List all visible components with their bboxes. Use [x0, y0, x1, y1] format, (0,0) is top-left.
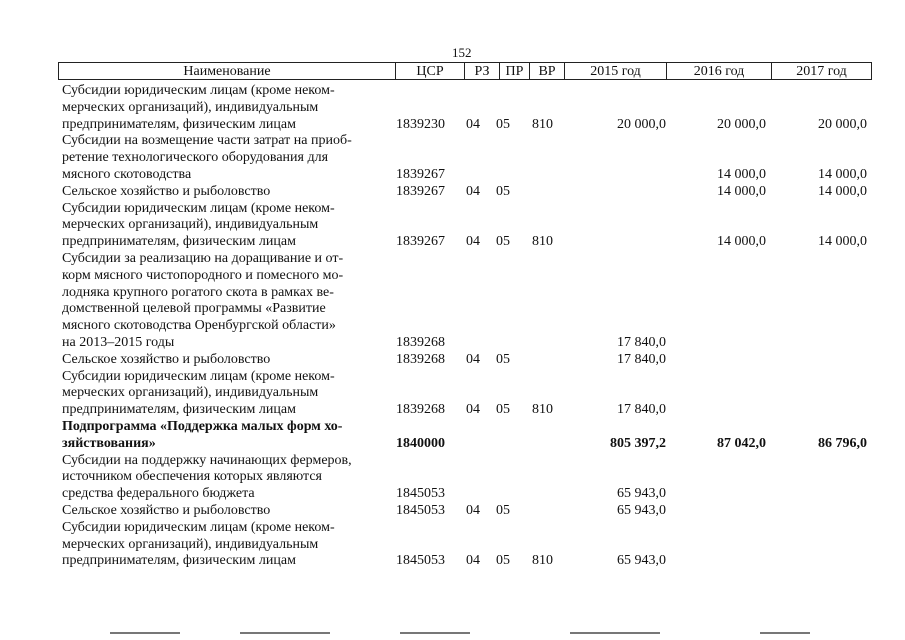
row-code: 1840000 [396, 435, 445, 451]
row-name-line: Субсидии на возмещение части затрат на приоб- [62, 133, 352, 149]
row-name-line: мерческих организаций), индивидуальным [62, 536, 319, 552]
row-amount-2017: 86 796,0 [818, 435, 867, 451]
row-rz: 04 [466, 402, 480, 418]
row-pr: 05 [496, 234, 510, 250]
row-code: 1839267 [396, 234, 445, 250]
scan-mark [110, 632, 180, 634]
row-amount-2015: 65 943,0 [617, 503, 666, 518]
row-name-line: предпринимателям, физическим лицам [62, 553, 296, 569]
row-rz: 04 [466, 116, 480, 132]
row-name [62, 352, 392, 369]
table-row [0, 419, 905, 453]
row-vr: 810 [532, 553, 553, 569]
row-rz: 04 [466, 351, 480, 367]
row-name [62, 520, 392, 570]
header-name: Наименование [183, 64, 271, 79]
row-amount-2017: 14 000,0 [818, 166, 867, 182]
row-amount-2015: 65 943,0 [617, 486, 666, 502]
table-row [0, 201, 905, 251]
table-row [0, 133, 905, 183]
row-name [62, 201, 392, 251]
row-name-line: мерческих организаций), индивидуальным [62, 385, 319, 401]
row-name-line: Субсидии юридическим лицам (кроме неком- [62, 200, 335, 216]
row-amount-2016: 14 000,0 [717, 183, 766, 199]
row-code: 1839268 [396, 402, 445, 418]
header-2016: 2016 год [666, 63, 771, 79]
row-amount-2015: 805 397,2 [610, 435, 666, 451]
row-name-line: предпринимателям, физическим лицам [62, 402, 296, 418]
row-name-line: Субсидии за реализацию на доращивание и от- [62, 251, 344, 266]
row-name-line: предпринимателям, физическим лицам [62, 234, 296, 250]
scan-mark [400, 632, 470, 634]
scan-mark [760, 632, 810, 634]
row-vr: 810 [532, 402, 553, 418]
row-code: 1845053 [396, 486, 445, 502]
row-code: 1839268 [396, 335, 445, 350]
row-name-line: Субсидии юридическим лицам (кроме неком- [62, 83, 335, 98]
row-vr: 810 [532, 116, 553, 132]
header-code: ЦСР [395, 63, 464, 79]
scan-mark [240, 632, 330, 634]
row-name-line: на 2013–2015 годы [62, 334, 175, 350]
row-name-line: зяйствования» [62, 435, 156, 451]
table-row [0, 503, 905, 520]
row-pr: 05 [496, 402, 510, 418]
row-rz: 04 [466, 183, 480, 199]
row-name [62, 184, 392, 201]
row-name-line: Сельское хозяйство и рыболовство [62, 351, 271, 367]
table-row [0, 453, 905, 503]
table-row [0, 83, 905, 133]
row-name-line: мерческих организаций), индивидуальным [62, 99, 319, 115]
row-amount-2015: 20 000,0 [617, 116, 666, 132]
row-name-line: Субсидии юридическим лицам (кроме неком- [62, 368, 335, 384]
header-vr: ВР [529, 63, 564, 79]
row-rz: 04 [466, 553, 480, 569]
row-pr: 05 [496, 351, 510, 367]
row-amount-2017: 14 000,0 [818, 234, 867, 250]
row-code: 1845053 [396, 503, 445, 518]
table-row [0, 352, 905, 369]
row-name-line: источником обеспечения которых являются [62, 469, 322, 485]
header-2017: 2017 год [771, 63, 871, 79]
row-code: 1839268 [396, 351, 445, 367]
row-name [62, 453, 392, 503]
row-amount-2016: 87 042,0 [717, 435, 766, 451]
row-amount-2015: 17 840,0 [617, 402, 666, 418]
row-name [62, 419, 392, 453]
row-rz: 04 [466, 234, 480, 250]
table-row [0, 520, 905, 570]
row-vr: 810 [532, 234, 553, 250]
row-rz: 04 [466, 503, 480, 518]
row-name-line: домственной целевой программы «Развитие [62, 301, 326, 317]
table-row [0, 369, 905, 419]
row-name [62, 251, 392, 352]
header-2015: 2015 год [564, 63, 666, 79]
row-name-line: средства федерального бюджета [62, 486, 255, 502]
row-code: 1845053 [396, 553, 445, 569]
row-amount-2017: 20 000,0 [818, 116, 867, 132]
row-name-line: Сельское хозяйство и рыболовство [62, 183, 271, 199]
row-amount-2017: 14 000,0 [818, 183, 867, 199]
row-code: 1839267 [396, 166, 445, 182]
page-number: 152 [452, 45, 472, 60]
header-pr: ПР [499, 63, 529, 79]
row-name-line: Подпрограмма «Поддержка малых форм хо- [62, 419, 343, 434]
row-name-line: мясного скотоводства [62, 166, 192, 182]
row-name-line: ретение технологического оборудования для [62, 150, 329, 166]
row-pr: 05 [496, 503, 510, 518]
row-name [62, 503, 392, 520]
scan-mark [570, 632, 660, 634]
row-pr: 05 [496, 116, 510, 132]
table-row [0, 184, 905, 201]
row-amount-2016: 20 000,0 [717, 116, 766, 132]
row-name-line: Субсидии на поддержку начинающих фермеров, [62, 452, 352, 468]
table-header [58, 62, 872, 80]
row-name-line: Сельское хозяйство и рыболовство [62, 503, 271, 518]
row-code: 1839230 [396, 116, 445, 132]
row-amount-2015: 17 840,0 [617, 335, 666, 350]
row-amount-2016: 14 000,0 [717, 234, 766, 250]
table-row [0, 251, 905, 352]
row-name [62, 369, 392, 419]
row-amount-2016: 14 000,0 [717, 166, 766, 182]
row-name-line: предпринимателям, физическим лицам [62, 116, 296, 132]
row-name-line: мясного скотоводства Оренбургской области» [62, 318, 336, 334]
row-code: 1839267 [396, 183, 445, 199]
row-amount-2015: 17 840,0 [617, 351, 666, 367]
row-name-line: корм мясного чистопородного и помесного мо- [62, 267, 344, 283]
row-pr: 05 [496, 183, 510, 199]
row-amount-2015: 65 943,0 [617, 553, 666, 569]
row-pr: 05 [496, 553, 510, 569]
header-rz: РЗ [464, 63, 499, 79]
row-name-line: мерческих организаций), индивидуальным [62, 217, 319, 233]
row-name-line: лодняка крупного рогатого скота в рамках ве- [62, 284, 334, 300]
row-name [62, 83, 392, 133]
row-name [62, 133, 392, 183]
row-name-line: Субсидии юридическим лицам (кроме неком- [62, 519, 335, 535]
